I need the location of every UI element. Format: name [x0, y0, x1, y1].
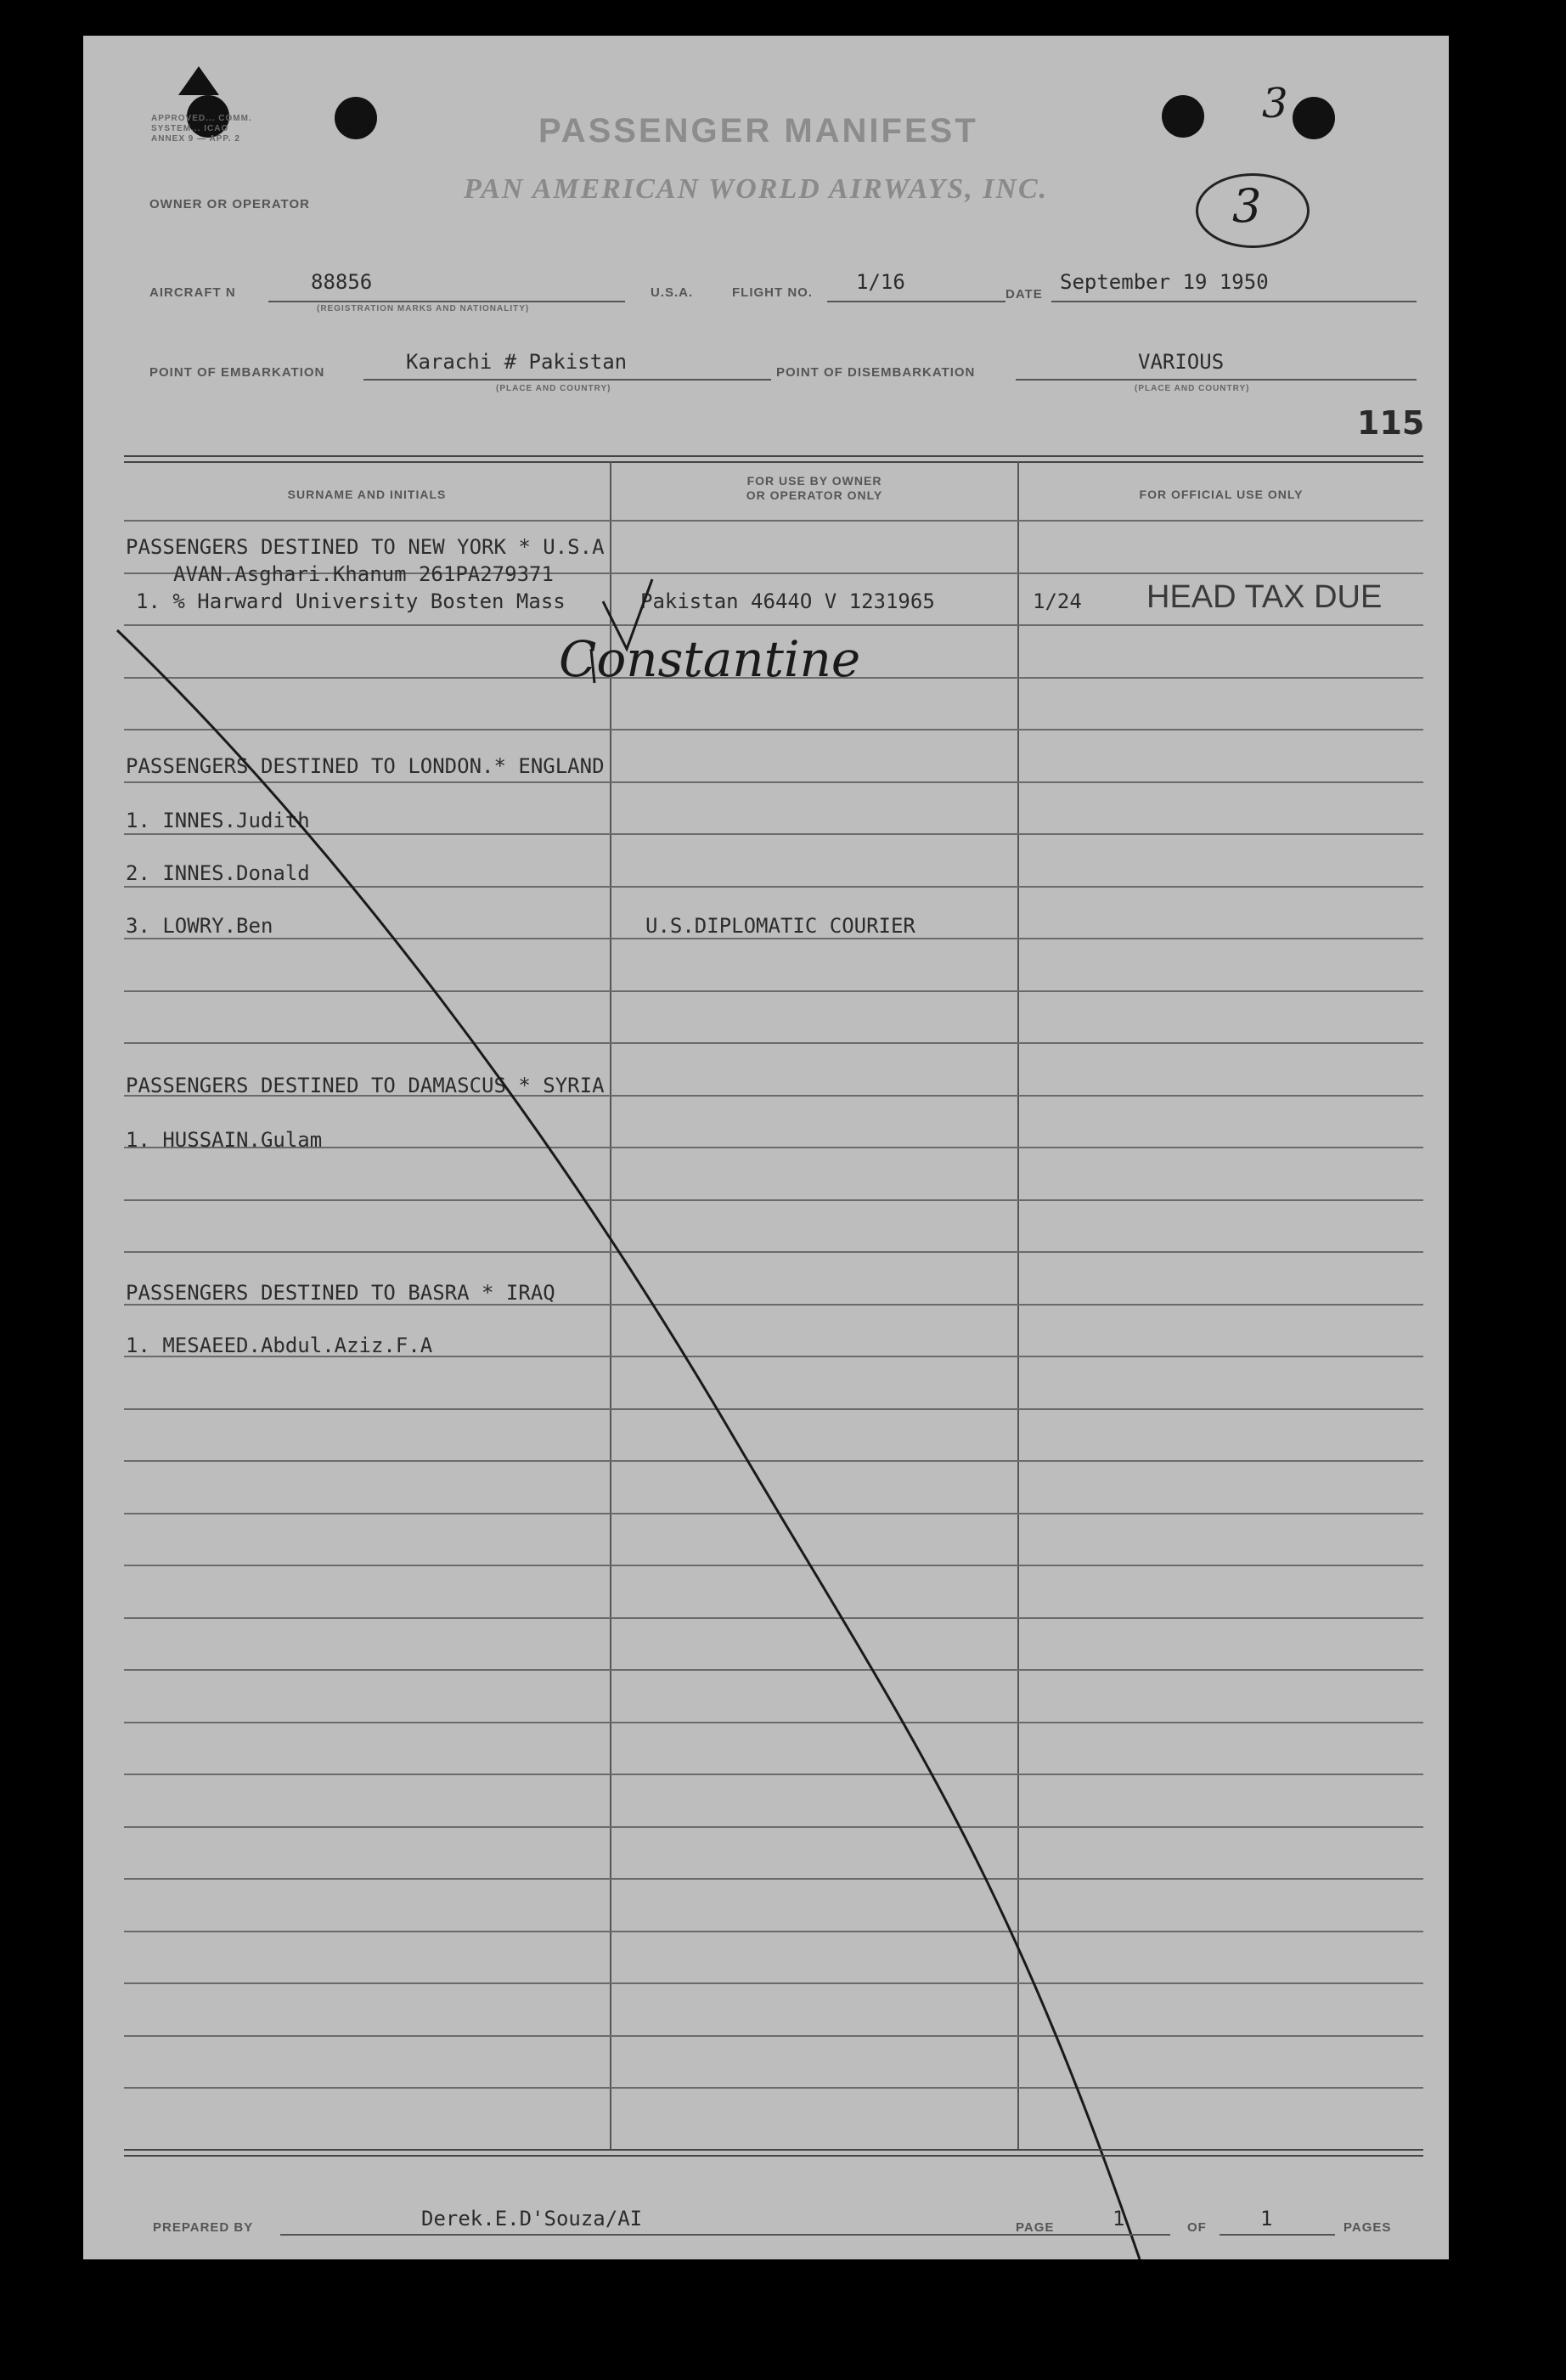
ny-passenger-1-name: AVAN.Asghari.Khanum 261PA279371 — [173, 562, 554, 586]
approval-note: APPROVED... COMM. SYSTEM... ICAO ANNEX 9 — APP. 2 — [151, 114, 252, 144]
of-line — [1220, 2234, 1335, 2236]
damascus-passenger-1: 1. HUSSAIN.Gulam — [126, 1128, 323, 1152]
disembarkation-label: POINT OF DISEMBARKATION — [776, 365, 976, 380]
prepared-by-value: Derek.E.D'Souza/AI — [421, 2207, 643, 2231]
disembark-place-note: (PLACE AND COUNTRY) — [1135, 384, 1250, 393]
column-header-surname: SURNAME AND INITIALS — [287, 488, 447, 501]
diagonal-cancel-line — [83, 36, 1449, 2259]
manifest-sheet — [83, 36, 1449, 2259]
flight-number: 1/16 — [856, 270, 905, 294]
date-label: DATE — [1006, 287, 1043, 302]
flight-label: FLIGHT NO. — [732, 285, 813, 300]
damascus-group-header: PASSENGERS DESTINED TO DAMASCUS * SYRIA — [126, 1074, 605, 1097]
prepared-by-label: PREPARED BY — [153, 2220, 254, 2235]
london-passenger-2: 2. INNES.Donald — [126, 861, 310, 885]
owner-label: OWNER OR OPERATOR — [149, 197, 310, 211]
ny-group-header: PASSENGERS DESTINED TO NEW YORK * U.S.A — [126, 535, 605, 559]
london-passenger-3-note: U.S.DIPLOMATIC COURIER — [645, 914, 915, 938]
pages-label: PAGES — [1343, 2220, 1392, 2235]
page-number: 1 — [1113, 2207, 1125, 2231]
flight-date: September 19 1950 — [1060, 270, 1269, 294]
airline-name: PAN AMERICAN WORLD AIRWAYS, INC. — [464, 173, 1049, 205]
embarkation-label: POINT OF EMBARKATION — [149, 365, 325, 380]
disembarkation-place: VARIOUS — [1138, 350, 1225, 374]
basra-group-header: PASSENGERS DESTINED TO BASRA * IRAQ — [126, 1281, 555, 1305]
embarkation-place: Karachi # Pakistan — [406, 350, 628, 374]
london-passenger-3: 3. LOWRY.Ben — [126, 914, 273, 938]
aircraft-number: 88856 — [311, 270, 373, 294]
head-tax-due-stamp: HEAD TAX DUE — [1146, 579, 1383, 615]
london-group-header: PASSENGERS DESTINED TO LONDON.* ENGLAND — [126, 754, 605, 778]
page-line — [1063, 2234, 1170, 2236]
page-title: PASSENGER MANIFEST — [538, 112, 978, 149]
column-header-official: FOR OFFICIAL USE ONLY — [1139, 488, 1304, 501]
sheet-number: 115 — [1357, 404, 1425, 442]
london-passenger-1: 1. INNES.Judith — [126, 809, 310, 832]
column-header-owner-1: FOR USE BY OWNER — [746, 474, 882, 488]
column-header-owner-2: OR OPERATOR ONLY — [746, 488, 883, 502]
usa-label: U.S.A. — [651, 285, 694, 300]
official-signature: Constantine — [559, 630, 861, 688]
prepared-by-line — [280, 2234, 1101, 2236]
embark-place-note: (PLACE AND COUNTRY) — [496, 384, 611, 393]
table-bottom-rule-2 — [124, 2155, 1423, 2157]
ny-passenger-1-fraction: 1/24 — [1033, 589, 1082, 613]
of-label: OF — [1187, 2220, 1207, 2235]
ny-passenger-1-passport: Pakistan 4644O V 1231965 — [640, 589, 935, 613]
table-bottom-rule — [124, 2149, 1423, 2151]
aircraft-label: AIRCRAFT N — [149, 285, 236, 300]
circled-number: 3 — [1232, 179, 1262, 233]
ny-passenger-1-address: 1. % Harward University Bosten Mass — [136, 589, 566, 613]
basra-passenger-1: 1. MESAEED.Abdul.Aziz.F.A — [126, 1334, 433, 1357]
registration-note: (REGISTRATION MARKS AND NATIONALITY) — [317, 304, 530, 313]
page-label: PAGE — [1016, 2220, 1055, 2235]
total-pages: 1 — [1260, 2207, 1273, 2231]
corner-handwritten-number: 3 — [1262, 80, 1288, 127]
